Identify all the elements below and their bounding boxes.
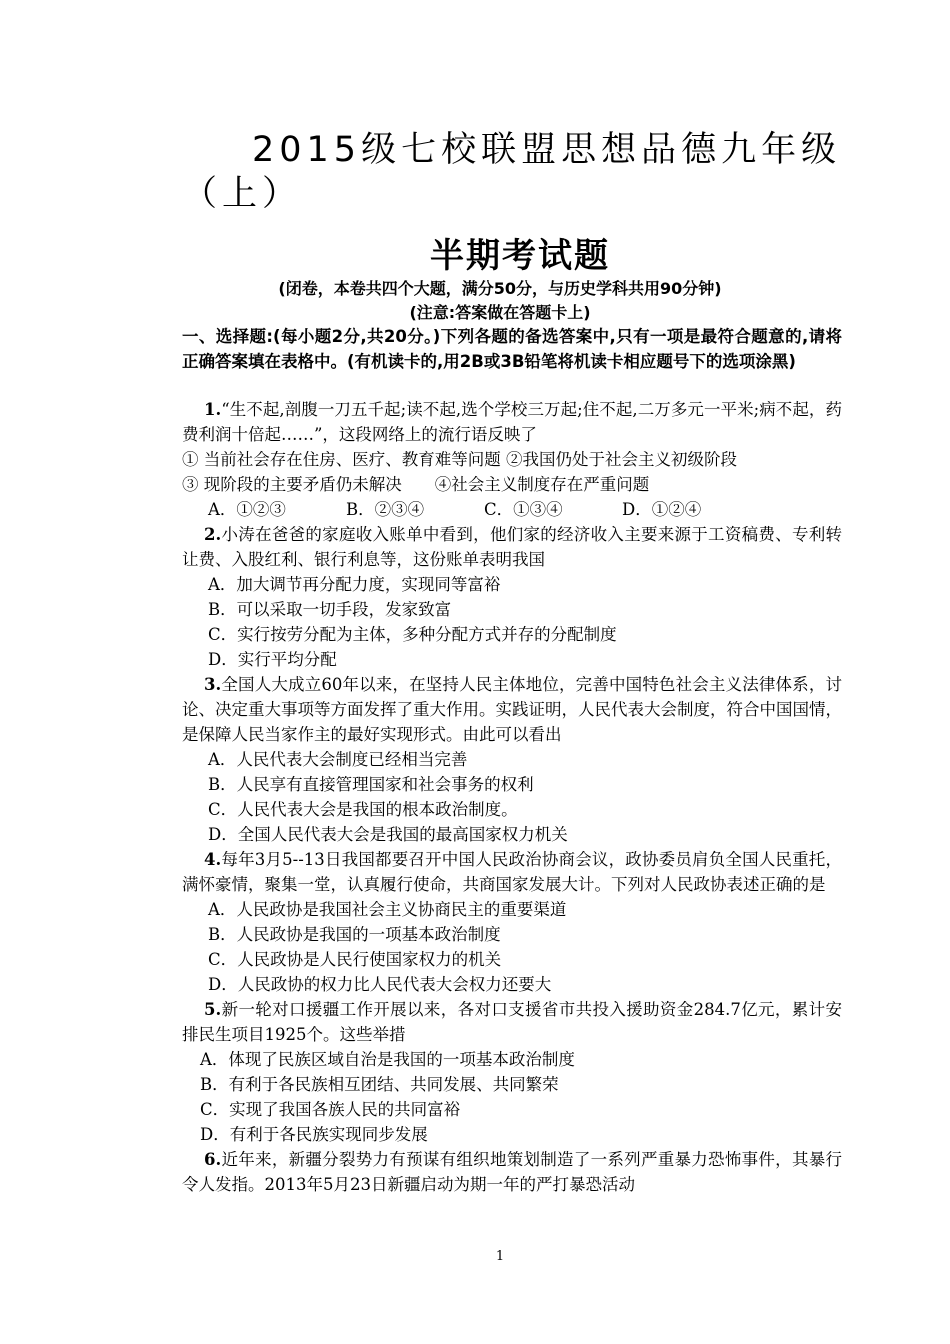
option-d: D．实行平均分配 (208, 650, 337, 669)
statement-line: ① 当前社会存在住房、医疗、教育难等问题 ②我国仍处于社会主义初级阶段 (182, 450, 737, 469)
question-number: 2. (204, 525, 222, 544)
question-4 (182, 847, 842, 897)
answer-note: (注意:答案做在答题卡上) (409, 303, 591, 322)
question-number: 3. (204, 675, 222, 694)
question-2 (182, 522, 842, 572)
option-b: B．可以采取一切手段，发家致富 (208, 600, 452, 619)
option-b: B．有利于各民族相互团结、共同发展、共同繁荣 (200, 1075, 559, 1094)
option-d: D．有利于各民族实现同步发展 (200, 1125, 428, 1144)
option-d: D．人民政协的权力比人民代表大会权力还要大 (208, 975, 552, 994)
option-a: A．加大调节再分配力度，实现同等富裕 (208, 575, 501, 594)
option-c: C．实现了我国各族人民的共同富裕 (200, 1100, 461, 1119)
question-number: 6. (204, 1150, 222, 1169)
question-number: 4. (204, 850, 222, 869)
option-b: B．人民政协是我国的一项基本政治制度 (208, 925, 501, 944)
option-b: B．人民享有直接管理国家和社会事务的权利 (208, 775, 534, 794)
option-c: C．实行按劳分配为主体，多种分配方式并存的分配制度 (208, 625, 617, 644)
option-a: A．体现了民族区域自治是我国的一项基本政治制度 (200, 1050, 575, 1069)
question-stem: 近年来，新疆分裂势力有预谋有组织地策划制造了一系列严重暴力恐怖事件，其暴行令人发指。2013年5月23日新疆启动为期一年的严打暴恐活动 (182, 1150, 842, 1194)
question-stem: 全国人大成立60年以来，在坚持人民主体地位，完善中国特色社会主义法律体系，讨论、决定重大事项等方面发挥了重大作用。实践证明，人民代表大会制度，符合中国国情，是保障人民当家作主的最好实现形式。由此可以看出 (182, 675, 842, 744)
question-3 (182, 672, 842, 747)
exam-title: 2015级七校联盟思想品德九年级（上） (182, 130, 842, 214)
option-b: B．②③④ (346, 500, 425, 519)
option-c: C．人民政协是人民行使国家权力的机关 (208, 950, 502, 969)
option-a: A．人民代表大会制度已经相当完善 (208, 750, 468, 769)
page-number: 1 (495, 1249, 505, 1264)
exam-note: (闭卷，本卷共四个大题，满分50分，与历史学科共用90分钟) (278, 279, 722, 298)
question-5 (182, 997, 842, 1047)
question-number: 5. (204, 1000, 222, 1019)
section-instructions: 一、选择题:(每小题2分,共20分。)下列各题的备选答案中,只有一项是最符合题意的,请将正确答案填在表格中。(有机读卡的,用2B或3B铅笔将机读卡相应题号下的选项涂黑) (182, 327, 842, 371)
statement-line: ③ 现阶段的主要矛盾仍未解决 ④社会主义制度存在严重问题 (182, 475, 650, 494)
option-a: A．人民政协是我国社会主义协商民主的重要渠道 (208, 900, 567, 919)
question-1 (182, 397, 842, 447)
option-d: D．全国人民代表大会是我国的最高国家权力机关 (208, 825, 568, 844)
option-a: A．①②③ (208, 500, 286, 519)
question-6 (182, 1147, 842, 1197)
exam-subtitle: 半期考试题 (430, 236, 610, 276)
option-c: C．①③④ (484, 500, 563, 519)
option-d: D．①②④ (622, 500, 702, 519)
options-row (182, 497, 842, 522)
questions-body (182, 397, 842, 1197)
option-c: C．人民代表大会是我国的根本政治制度。 (208, 800, 518, 819)
question-number: 1. (204, 400, 222, 419)
question-stem: 小涛在爸爸的家庭收入账单中看到，他们家的经济收入主要来源于工资稿费、专利转让费、入股红利、银行利息等，这份账单表明我国 (182, 525, 842, 569)
question-stem: 新一轮对口援疆工作开展以来，各对口支援省市共投入援助资金284.7亿元，累计安排民生项目1925个。这些举措 (182, 1000, 842, 1044)
question-stem: “生不起,剖腹一刀五千起;读不起,选个学校三万起;住不起,二万多元一平米;病不起，药费利润十倍起……”，这段网络上的流行语反映了 (182, 400, 842, 444)
question-stem: 每年3月5--13日我国都要召开中国人民政治协商会议，政协委员肩负全国人民重托，满怀豪情，聚集一堂，认真履行使命，共商国家发展大计。下列对人民政协表述正确的是 (182, 850, 842, 894)
